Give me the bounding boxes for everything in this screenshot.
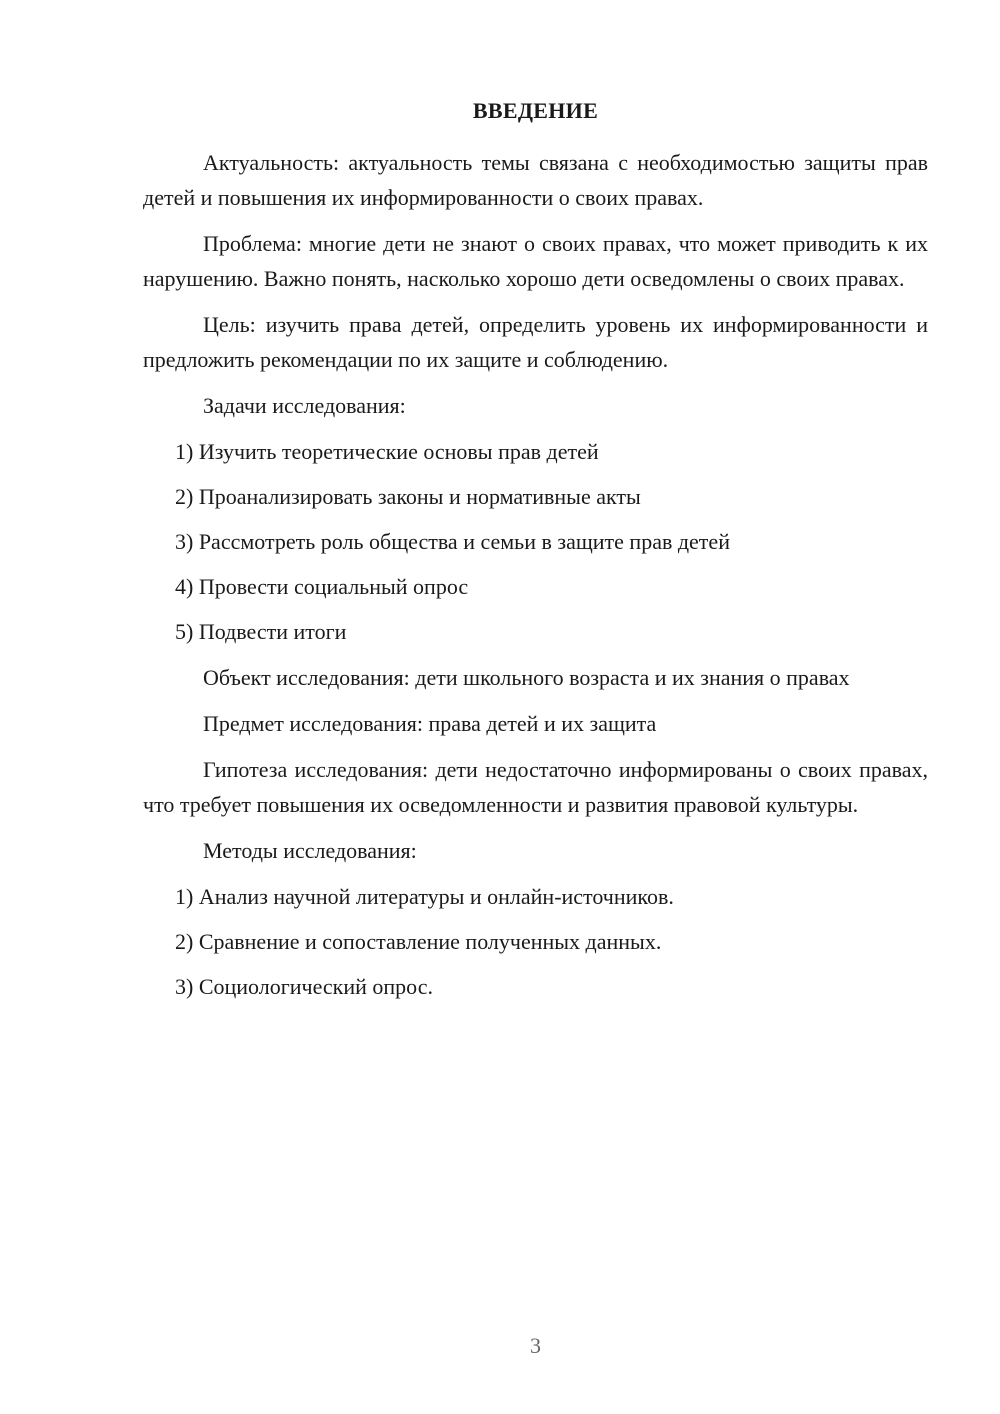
list-item: 5) Подвести итоги (175, 619, 347, 644)
problem-paragraph: Проблема: многие дети не знают о своих правах, что может приводить к их нарушению. Важно понять, насколько хорошо дети осведомлены о своих правах. (143, 231, 928, 291)
list-item: 3) Рассмотреть роль общества и семьи в защите прав детей (175, 529, 730, 554)
list-item: 2) Сравнение и сопоставление полученных данных. (175, 929, 662, 954)
object-paragraph: Объект исследования: дети школьного возраста и их знания о правах (203, 665, 850, 690)
methods-heading: Методы исследования: (203, 838, 417, 863)
tasks-list (143, 434, 928, 649)
relevance-paragraph: Актуальность: актуальность темы связана с необходимостью защиты прав детей и повышения их информированности о своих правах. (143, 150, 928, 210)
tasks-heading: Задачи исследования: (203, 393, 406, 418)
list-item: 1) Анализ научной литературы и онлайн-источников. (175, 884, 674, 909)
list-item: 1) Изучить теоретические основы прав детей (175, 439, 599, 464)
page-title: ВВЕДЕНИЕ (472, 98, 599, 123)
goal-paragraph: Цель: изучить права детей, определить уровень их информированности и предложить рекомендации по их защите и соблюдению. (143, 312, 928, 372)
subject-paragraph: Предмет исследования: права детей и их защита (203, 711, 657, 736)
hypothesis-paragraph: Гипотеза исследования: дети недостаточно информированы о своих правах, что требует повышения их осведомленности и развития правовой культуры. (143, 757, 928, 817)
list-item: 4) Провести социальный опрос (175, 574, 469, 599)
list-item: 2) Проанализировать законы и нормативные акты (175, 484, 641, 509)
methods-list (143, 879, 928, 1004)
list-item: 3) Социологический опрос. (175, 974, 433, 999)
page-number: 3 (530, 1333, 541, 1358)
page-content (143, 97, 928, 1014)
